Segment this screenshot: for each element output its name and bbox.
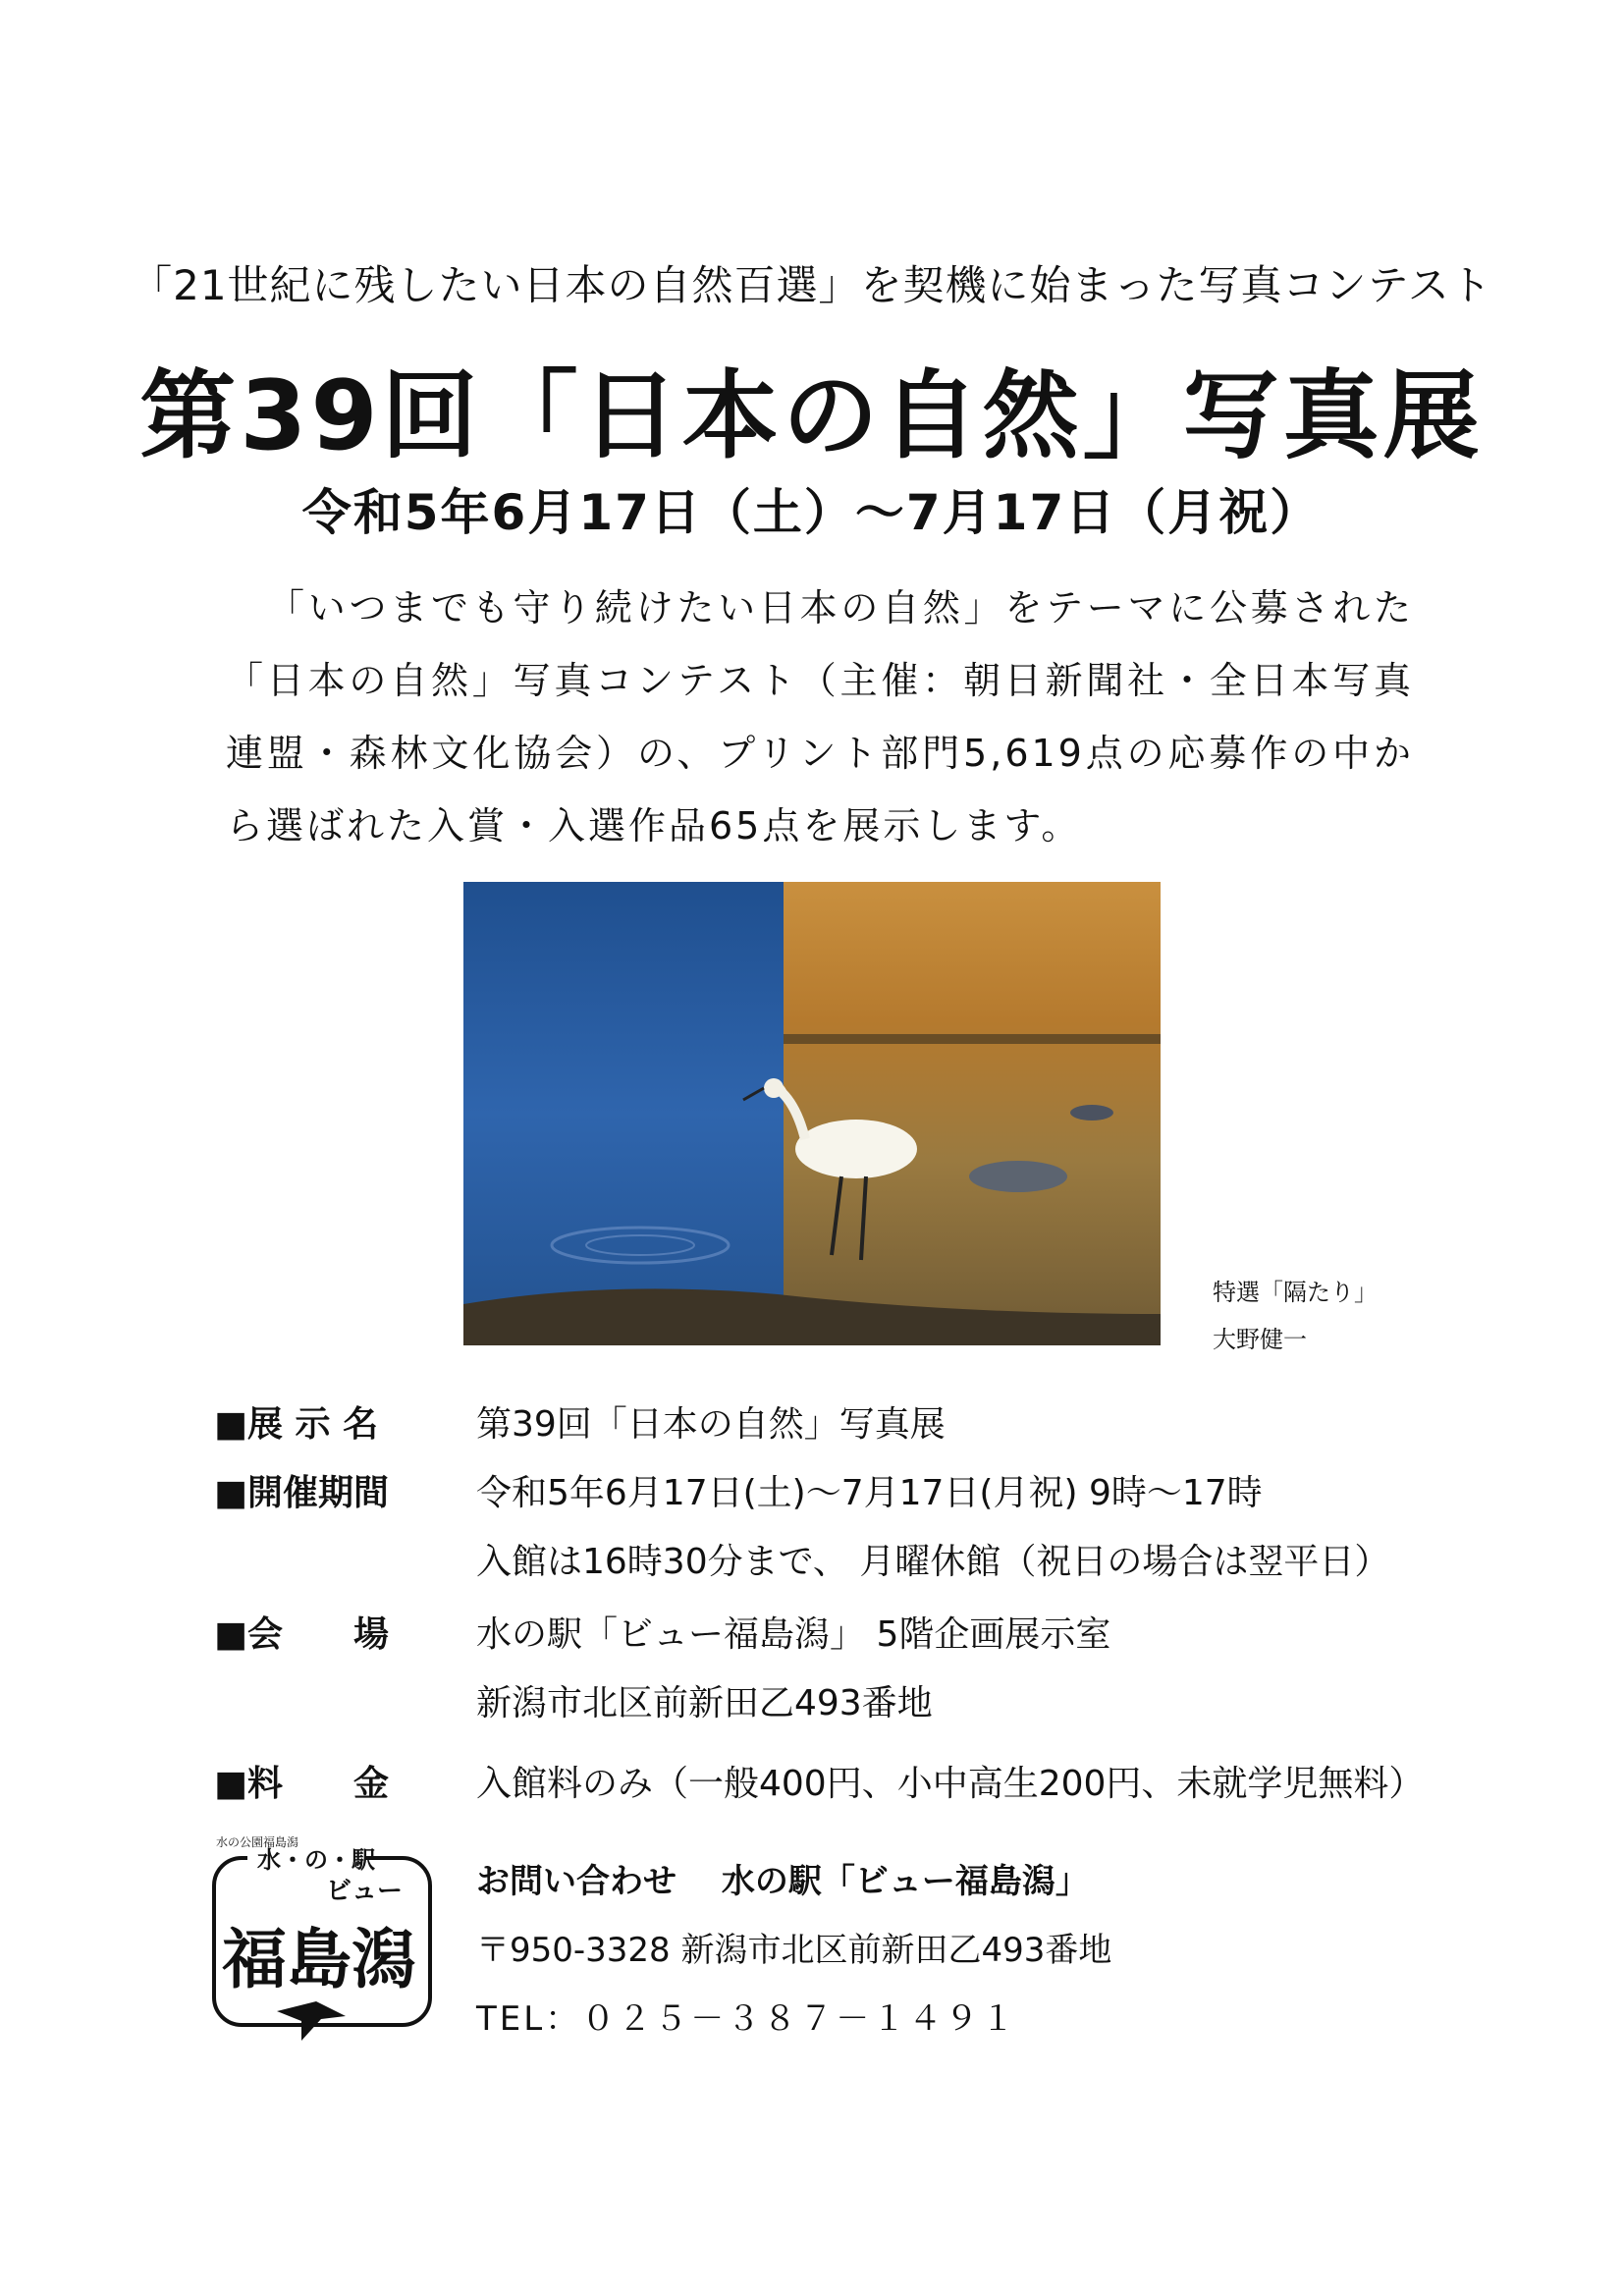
logo-top-text: 水の公園福島潟 (216, 1835, 299, 1849)
page-title: 第39回「日本の自然」写真展 (139, 360, 1484, 472)
featured-photo (463, 882, 1161, 1345)
venue-logo (208, 1834, 439, 2046)
label-period: ■開催期間 (214, 1473, 390, 1513)
contact-tel: TEL：０２５－３８７－１４９１ (476, 1999, 1018, 2039)
contact-heading: お問い合わせ 水の駅「ビュー福島潟」 (476, 1862, 1089, 1901)
label-fee: ■料 金 (214, 1764, 390, 1804)
label-venue: ■会 場 (214, 1614, 390, 1655)
tagline: 「21世紀に残したい日本の自然百選」を契機に始まった写真コンテスト (131, 261, 1492, 309)
intro-paragraph: 「いつまでも守り続けたい日本の自然」をテーマに公募された「日本の自然」写真コンテスト（主催：朝日新聞社・全日本写真連盟・森林文化協会）の、プリント部門5,619点の応募作の中から選ばれた入賞・入選作品65点を展示します。 (226, 586, 1414, 847)
value-venue: 水の駅「ビュー福島潟」 5階企画展示室 (476, 1614, 1111, 1655)
photo-caption-title: 特選「隔たり」 (1213, 1279, 1378, 1306)
svg-text:ビュー: ビュー (326, 1877, 404, 1906)
contact-address: 〒950-3328 新潟市北区前新田乙493番地 (476, 1931, 1112, 1970)
value-fee: 入館料のみ（一般400円、小中高生200円、未就学児無料） (476, 1764, 1425, 1804)
svg-text:水・の・駅: 水・の・駅 (257, 1845, 375, 1874)
value-exhibition-name: 第39回「日本の自然」写真展 (476, 1404, 946, 1445)
egret-photo-illustration (463, 882, 1161, 1345)
photo-caption-author: 大野健一 (1213, 1326, 1307, 1353)
event-dates: 令和5年6月17日（土）～7月17日（月祝） (301, 484, 1322, 541)
value-venue-address: 新潟市北区前新田乙493番地 (476, 1683, 933, 1723)
value-period-note: 入館は16時30分まで、 月曜休館（祝日の場合は翌平日） (476, 1542, 1390, 1582)
label-exhibition-name: ■展 示 名 (214, 1404, 379, 1445)
value-period: 令和5年6月17日(土)～7月17日(月祝) 9時～17時 (476, 1473, 1263, 1513)
svg-text:福島潟: 福島潟 (222, 1921, 416, 1997)
